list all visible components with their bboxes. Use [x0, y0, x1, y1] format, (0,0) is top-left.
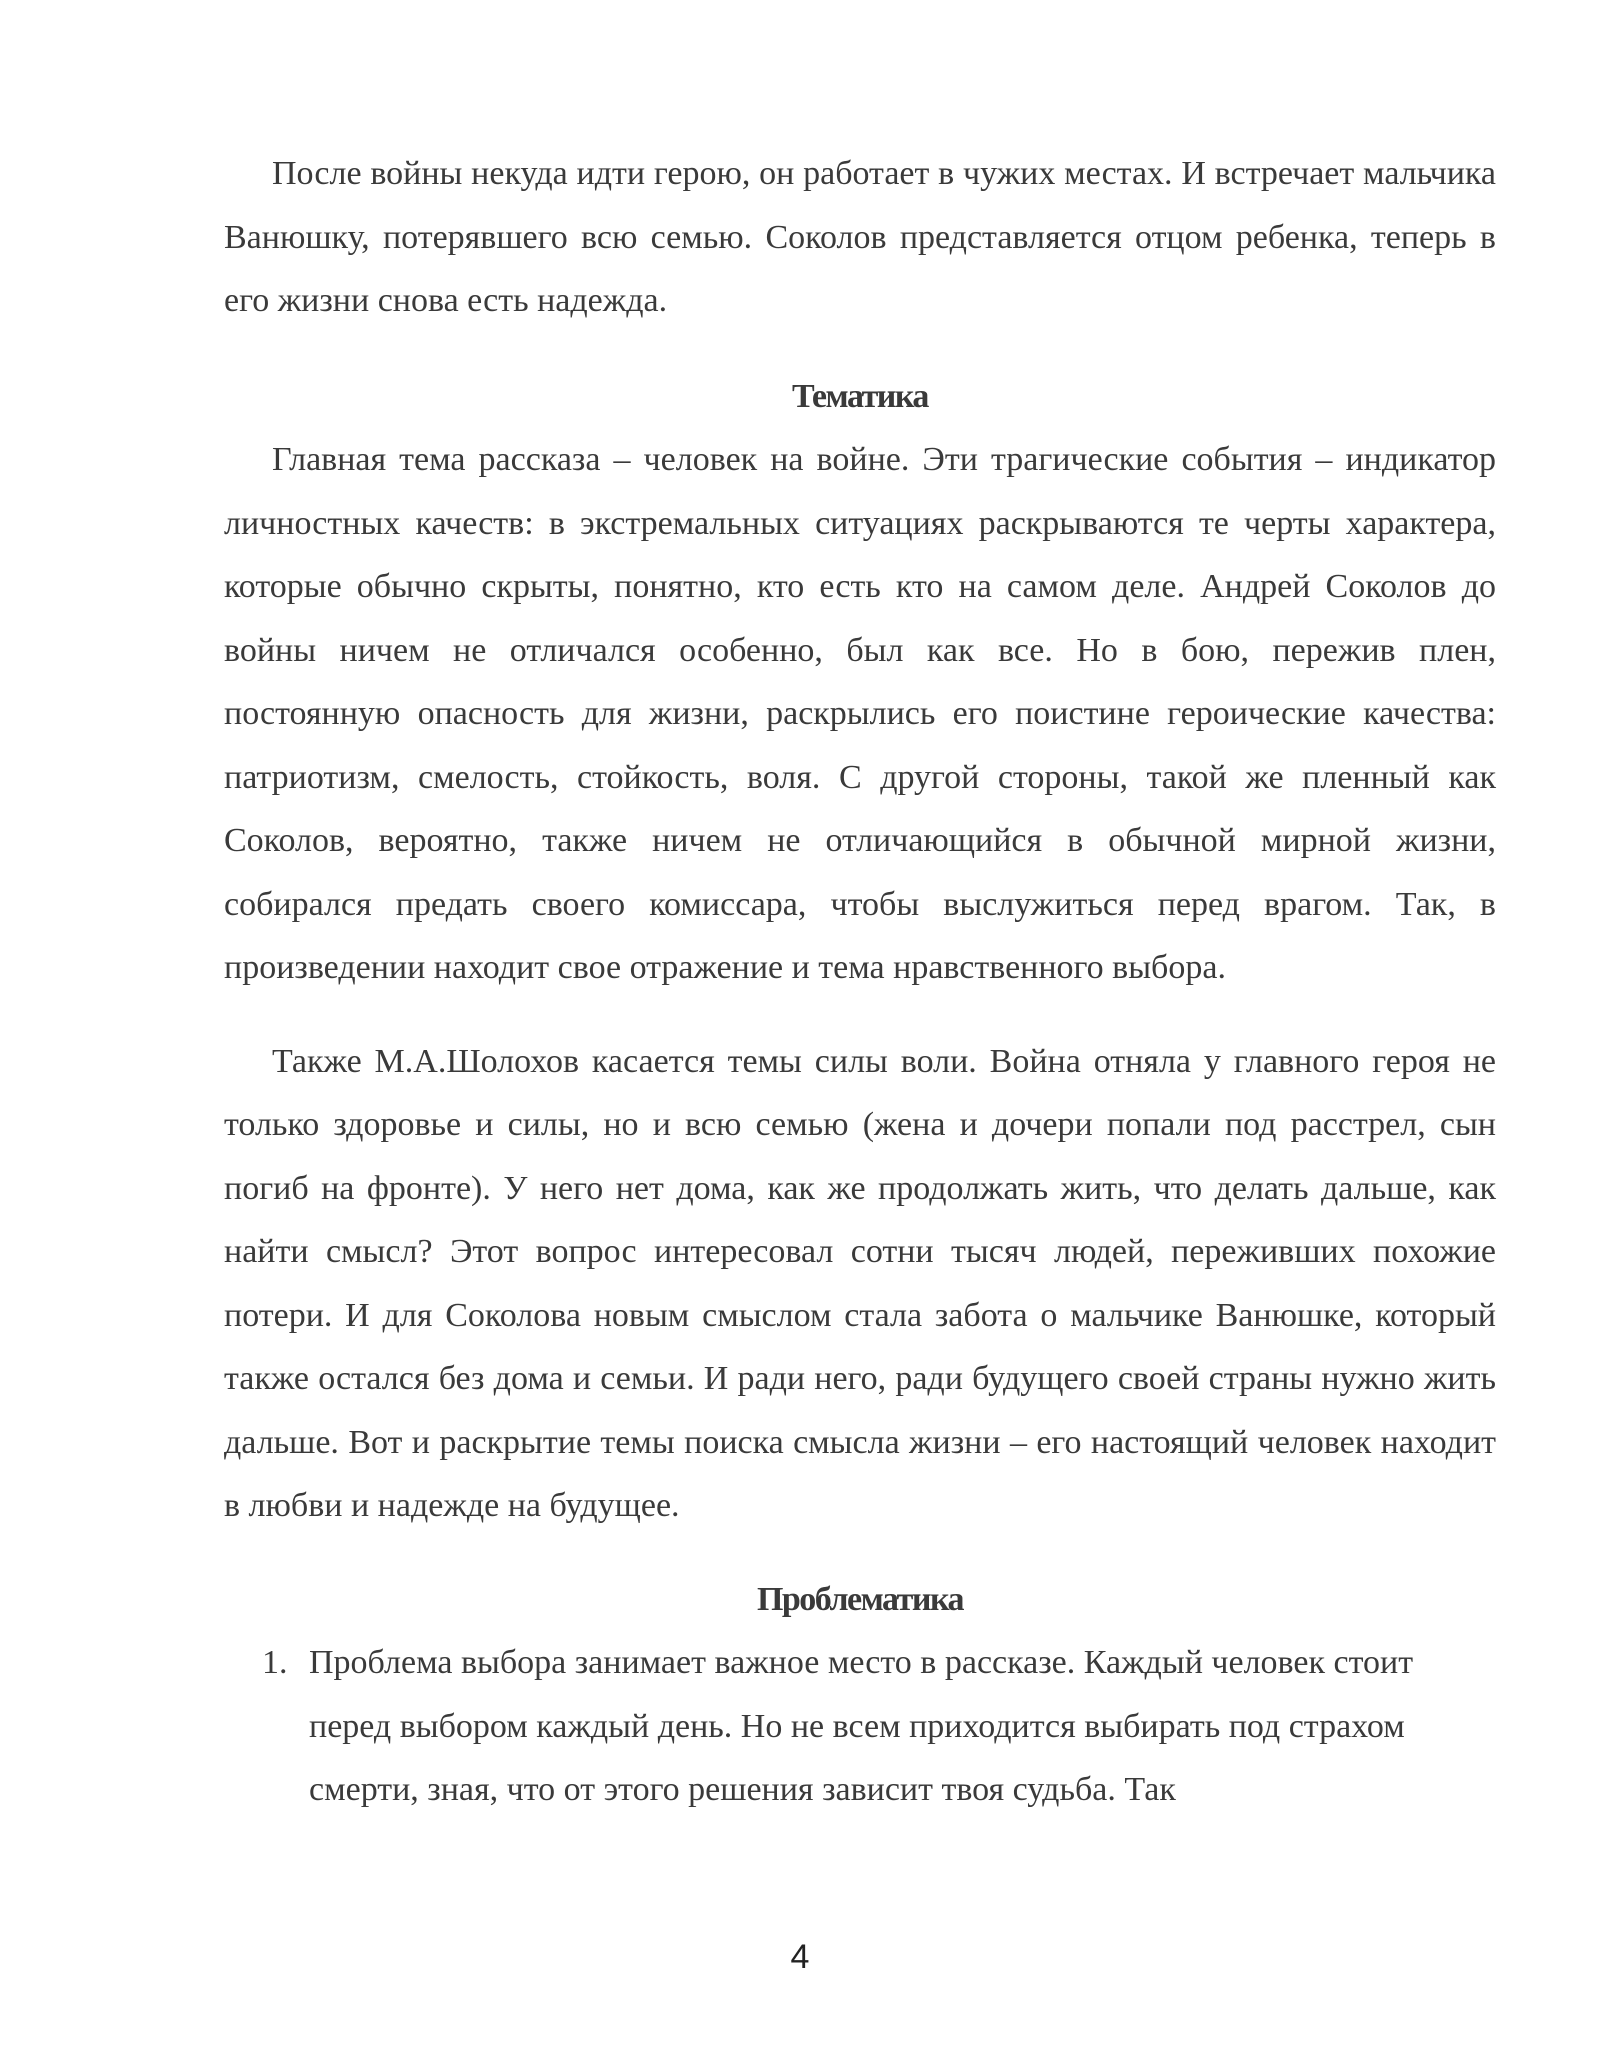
paragraph-theme-1: Главная тема рассказа – человек на войне. Эти трагические события – индикатор личностных качеств: в экстремальных ситуациях раскрываются те черты характера, которые обычно скрыты, понятно, кто есть кто на самом деле. Андрей Соколов до войны ничем не отличался особенно, был как все. Но в бою, пережив плен, постоянную опасность для жизни, раскрылись его поистине героические качества: патриотизм, смелость, стойкость, воля. С другой стороны, такой же пленный как Соколов, вероятно, также ничем не отличающийся в обычной мирной жизни, собирался предать своего комиссара, чтобы выслужиться перед врагом. Так, в произведении находит свое отражение и тема нравственного выбора.: [224, 441, 1496, 986]
paragraph-intro: После войны некуда идти герою, он работает в чужих местах. И встречает мальчика Ванюшку, потерявшего всю семью. Соколов представляется отцом ребенка, теперь в его жизни снова есть надежда.: [224, 155, 1496, 319]
list-item: [224, 1631, 1496, 1822]
paragraph-theme-2: Также М.А.Шолохов касается темы силы воли. Война отняла у главного героя не только здоровье и силы, но и всю семью (жена и дочери попали под расстрел, сын погиб на фронте). У него нет дома, как же продолжать жить, что делать дальше, как найти смысл? Этот вопрос интересовал сотни тысяч людей, переживших похожие потери. И для Соколова новым смыслом стала забота о мальчике Ванюшке, который также остался без дома и семьи. И ради него, ради будущего своей страны нужно жить дальше. Вот и раскрытие темы поиска смысла жизни – его настоящий человек находит в любви и надежде на будущее.: [224, 1042, 1496, 1524]
list-item-number: 1.: [262, 1644, 288, 1681]
heading-problems: Проблематика: [756, 1580, 964, 1618]
list-item-text: Проблема выбора занимает важное место в рассказе. Каждый человек стоит перед выбором каждый день. Но не всем приходится выбирать под страхом смерти, зная, что от этого решения зависит твоя судьба. Так: [309, 1644, 1414, 1808]
page-number: 4: [790, 1938, 810, 1976]
heading-themes: Тематика: [792, 377, 928, 415]
page-content: [224, 142, 1496, 1822]
problems-list: [224, 1631, 1496, 1822]
